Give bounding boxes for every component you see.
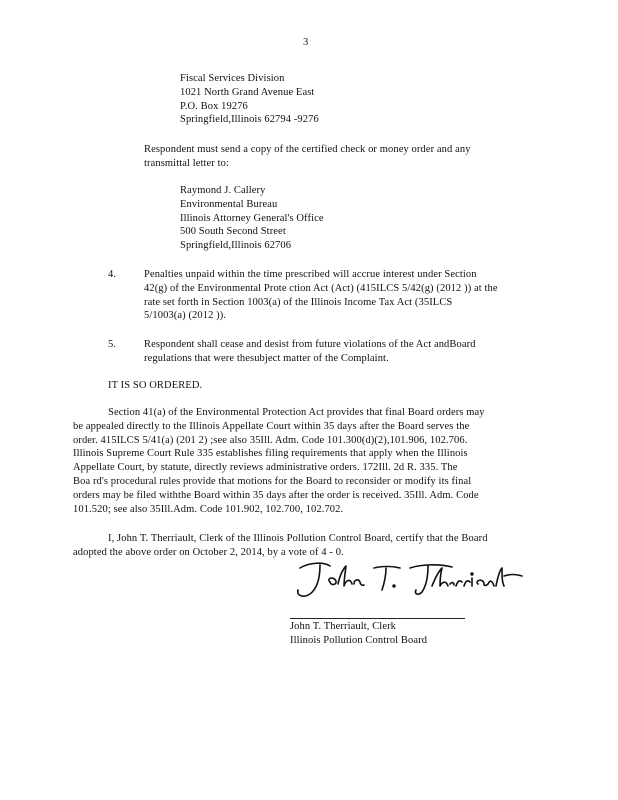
address-line: Raymond J. Callery [180,185,266,196]
paragraph-line: 5/1003(a) (2012 )). [144,310,227,322]
paragraph-line: I, John T. Therriault, Clerk of the Illinois Pollution Control Board, certify that the Board [108,533,488,544]
address-line: Fiscal Services Division [180,73,285,84]
so-ordered: IT IS SO ORDERED. [108,380,203,391]
signature-block [290,620,427,648]
paragraph-line: order. 415ILCS 5/41(a) (201 2) ;see also 35Ill. Adm. Code 101.300(d)(2),101.906, 102.706. [73,434,468,446]
paragraph-line: Respondent must send a copy of the certified check or money order and any [144,144,471,155]
address-line: Springfield,Illinois 62794 -9276 [180,114,319,126]
section-41-paragraph [73,406,485,516]
item-4-number: 4. [108,269,117,280]
item-5-text [144,338,476,366]
paragraph-line: Respondent shall cease and desist from future violations of the Act andBoard [144,339,476,350]
signature-line [290,618,465,619]
page-number: 3 [303,37,309,48]
clerk-name: John T. Therriault, Clerk [290,621,397,632]
clerk-signature-image [290,556,530,604]
address-line: P.O. Box 19276 [180,100,248,112]
paragraph-line: be appealed directly to the Illinois Appellate Court within 35 days after the Board serves the [73,420,470,432]
callery-address [180,184,324,253]
address-line: Springfield,Illinois 62706 [180,240,292,252]
paragraph-line: orders may be filed withthe Board within 35 days after the order is received. 35Ill. Adm. Code [73,489,479,501]
respondent-send-paragraph [144,143,471,171]
item-5-number: 5. [108,339,117,350]
paragraph-line: transmittal letter to: [144,157,230,169]
clerk-board: Illinois Pollution Control Board [290,634,428,646]
address-line: Environmental Bureau [180,198,278,210]
paragraph-line: Penalties unpaid within the time prescribed will accrue interest under Section [144,269,477,280]
paragraph-line: Section 41(a) of the Environmental Protection Act provides that final Board orders may [108,407,485,418]
address-line: Illinois Attorney General's Office [180,212,324,224]
address-line: 1021 North Grand Avenue East [180,86,315,98]
paragraph-line: regulations that were thesubject matter of the Complaint. [144,352,389,364]
paragraph-line: Illinois Supreme Court Rule 335 establishes filing requirements that apply when the Illinois [73,448,468,460]
paragraph-line: rate set forth in Section 1003(a) of the Illinois Income Tax Act (35ILCS [144,296,453,308]
paragraph-line: adopted the above order on October 2, 2014, by a vote of 4 - 0. [73,546,344,558]
fiscal-address [180,72,319,127]
paragraph-line: 42(g) of the Environmental Prote ction Act (Act) (415ILCS 5/42(g) (2012 )) at the [144,282,498,294]
paragraph-line: 101.520; see also 35Ill.Adm. Code 101.902, 102.700, 102.702. [73,503,344,515]
paragraph-line: Boa rd's procedural rules provide that motions for the Board to reconsider or modify its final [73,475,472,487]
address-line: 500 South Second Street [180,226,286,238]
item-4-text [144,268,498,323]
paragraph-line: Appellate Court, by statute, directly reviews administrative orders. 172Ill. 2d R. 335. The [73,462,458,474]
